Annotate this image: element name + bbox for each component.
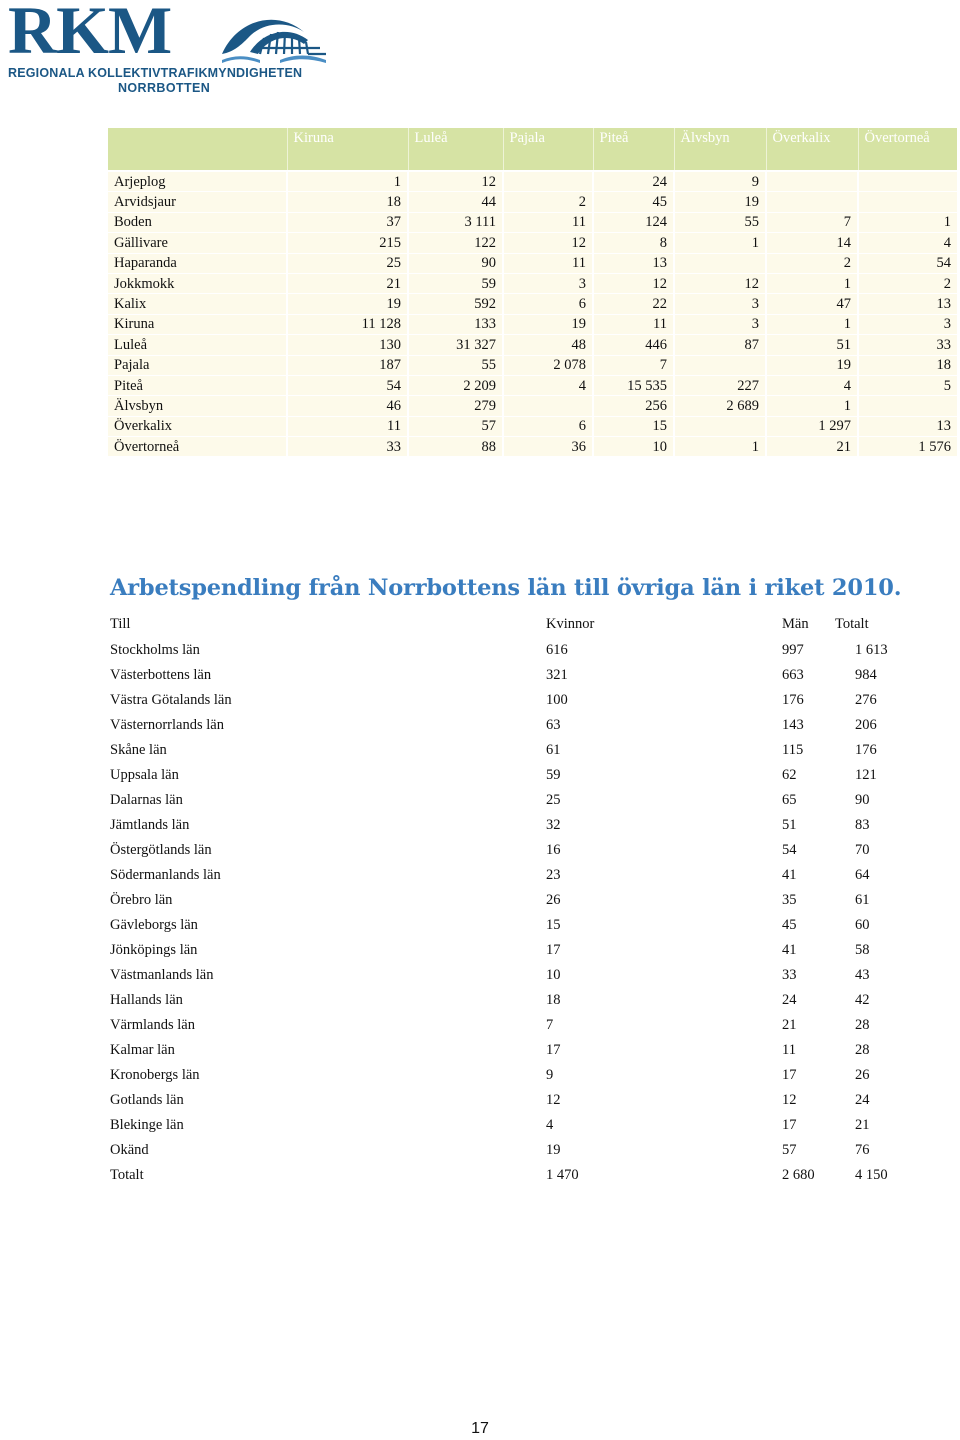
matrix-cell: 19 [766, 355, 858, 375]
matrix-row-label: Övertorneå [108, 437, 287, 457]
county-kvinnor: 17 [546, 1042, 561, 1058]
matrix-cell: 13 [858, 416, 957, 436]
matrix-cell: 6 [503, 294, 593, 314]
matrix-cell: 256 [593, 396, 674, 416]
matrix-cell: 90 [408, 253, 503, 273]
county-row [110, 913, 910, 938]
section-heading: Arbetspendling från Norrbottens län till övriga län i riket 2010. [110, 575, 902, 601]
county-man: 65 [782, 792, 797, 808]
county-name: Skåne län [110, 742, 167, 758]
matrix-cell: 33 [858, 335, 957, 355]
county-row [110, 788, 910, 813]
matrix-cell: 37 [287, 212, 408, 232]
matrix-row [108, 172, 957, 192]
matrix-cell: 54 [858, 253, 957, 273]
matrix-cell: 47 [766, 294, 858, 314]
county-totalt: 76 [855, 1142, 870, 1158]
matrix-cell: 1 [674, 437, 766, 457]
column-header-man: Män [782, 616, 809, 632]
county-totalt: 28 [855, 1017, 870, 1033]
county-name: Blekinge län [110, 1117, 184, 1133]
county-kvinnor: 321 [546, 667, 568, 683]
county-row [110, 688, 910, 713]
county-kvinnor: 32 [546, 817, 561, 833]
matrix-column-header: Älvsbyn [674, 128, 766, 170]
county-row [110, 1013, 910, 1038]
matrix-cell: 31 327 [408, 335, 503, 355]
county-row [110, 888, 910, 913]
county-name: Jämtlands län [110, 817, 190, 833]
matrix-cell: 87 [674, 335, 766, 355]
matrix-cell: 3 111 [408, 212, 503, 232]
county-man: 997 [782, 642, 804, 658]
matrix-cell: 122 [408, 233, 503, 253]
county-man: 24 [782, 992, 797, 1008]
matrix-cell [858, 396, 957, 416]
county-kvinnor: 63 [546, 717, 561, 733]
matrix-cell: 187 [287, 355, 408, 375]
county-row [110, 1138, 910, 1163]
county-man: 41 [782, 942, 797, 958]
matrix-cell: 6 [503, 416, 593, 436]
county-kvinnor: 12 [546, 1092, 561, 1108]
county-name: Uppsala län [110, 767, 179, 783]
column-header-totalt: Totalt [835, 616, 869, 632]
matrix-cell: 15 535 [593, 375, 674, 395]
county-name: Västra Götalands län [110, 692, 232, 708]
county-kvinnor: 10 [546, 967, 561, 983]
matrix-cell: 1 [766, 396, 858, 416]
matrix-cell: 13 [858, 294, 957, 314]
matrix-cell: 12 [593, 273, 674, 293]
matrix-row [108, 192, 957, 212]
county-kvinnor: 100 [546, 692, 568, 708]
matrix-cell: 12 [674, 273, 766, 293]
matrix-cell: 10 [593, 437, 674, 457]
matrix-cell: 133 [408, 314, 503, 334]
matrix-cell: 88 [408, 437, 503, 457]
county-row [110, 763, 910, 788]
matrix-cell: 22 [593, 294, 674, 314]
matrix-cell: 48 [503, 335, 593, 355]
matrix-cell: 19 [287, 294, 408, 314]
county-row [110, 838, 910, 863]
matrix-cell: 8 [593, 233, 674, 253]
county-row [110, 938, 910, 963]
county-row [110, 738, 910, 763]
county-totalt: 276 [855, 692, 877, 708]
matrix-row-label: Piteå [108, 375, 287, 395]
county-man: 143 [782, 717, 804, 733]
county-man: 21 [782, 1017, 797, 1033]
matrix-column-header: Kiruna [287, 128, 408, 170]
county-name: Totalt [110, 1167, 144, 1183]
county-name: Kalmar län [110, 1042, 175, 1058]
county-row [110, 1088, 910, 1113]
matrix-cell: 227 [674, 375, 766, 395]
county-row [110, 1038, 910, 1063]
matrix-cell: 5 [858, 375, 957, 395]
county-kvinnor: 26 [546, 892, 561, 908]
matrix-cell: 14 [766, 233, 858, 253]
county-row [110, 663, 910, 688]
matrix-corner-cell [108, 128, 287, 170]
matrix-cell: 18 [858, 355, 957, 375]
matrix-cell: 19 [503, 314, 593, 334]
matrix-cell: 279 [408, 396, 503, 416]
county-man: 57 [782, 1142, 797, 1158]
county-kvinnor: 7 [546, 1017, 554, 1033]
matrix-row [108, 253, 957, 273]
county-name: Östergötlands län [110, 842, 212, 858]
matrix-column-header: Övertorneå [858, 128, 957, 170]
county-totalt: 21 [855, 1117, 870, 1133]
county-man: 33 [782, 967, 797, 983]
matrix-cell: 36 [503, 437, 593, 457]
matrix-cell: 1 [766, 273, 858, 293]
matrix-cell: 2 078 [503, 355, 593, 375]
matrix-cell: 21 [766, 437, 858, 457]
matrix-cell: 15 [593, 416, 674, 436]
matrix-cell: 11 [503, 212, 593, 232]
matrix-cell: 57 [408, 416, 503, 436]
matrix-row-label: Arvidsjaur [108, 192, 287, 212]
county-name: Hallands län [110, 992, 183, 1008]
matrix-row [108, 233, 957, 253]
county-totalt: 1 613 [855, 642, 888, 658]
county-name: Värmlands län [110, 1017, 195, 1033]
county-kvinnor: 59 [546, 767, 561, 783]
county-man: 12 [782, 1092, 797, 1108]
county-totalt: 60 [855, 917, 870, 933]
matrix-cell [674, 416, 766, 436]
matrix-row [108, 335, 957, 355]
county-totalt: 83 [855, 817, 870, 833]
matrix-row-label: Boden [108, 212, 287, 232]
matrix-cell: 59 [408, 273, 503, 293]
matrix-cell: 11 [593, 314, 674, 334]
matrix-cell: 4 [503, 375, 593, 395]
county-row [110, 1063, 910, 1088]
matrix-cell: 2 [858, 273, 957, 293]
matrix-cell: 1 576 [858, 437, 957, 457]
matrix-cell: 1 [674, 233, 766, 253]
bridge-wave-icon [220, 8, 328, 64]
county-man: 2 680 [782, 1167, 815, 1183]
matrix-cell [766, 192, 858, 212]
county-kvinnor: 616 [546, 642, 568, 658]
county-kvinnor: 9 [546, 1067, 554, 1083]
matrix-cell: 12 [408, 172, 503, 192]
matrix-cell: 9 [674, 172, 766, 192]
county-name: Örebro län [110, 892, 173, 908]
commuting-matrix-table [108, 128, 957, 457]
matrix-row [108, 437, 957, 457]
county-totalt: 984 [855, 667, 877, 683]
county-row [110, 988, 910, 1013]
county-totalt: 70 [855, 842, 870, 858]
matrix-cell: 2 689 [674, 396, 766, 416]
rkm-logo [8, 2, 328, 98]
matrix-row [108, 273, 957, 293]
county-totalt: 28 [855, 1042, 870, 1058]
matrix-row-label: Haparanda [108, 253, 287, 273]
matrix-cell [858, 192, 957, 212]
matrix-row [108, 212, 957, 232]
county-name: Kronobergs län [110, 1067, 200, 1083]
county-totalt: 58 [855, 942, 870, 958]
matrix-cell: 446 [593, 335, 674, 355]
matrix-column-header: Piteå [593, 128, 674, 170]
matrix-row-label: Arjeplog [108, 172, 287, 192]
matrix-cell: 11 [287, 416, 408, 436]
county-totalt: 176 [855, 742, 877, 758]
county-row [110, 1163, 910, 1188]
matrix-cell: 3 [858, 314, 957, 334]
county-name: Okänd [110, 1142, 149, 1158]
matrix-row [108, 375, 957, 395]
matrix-cell: 1 [287, 172, 408, 192]
matrix-cell: 45 [593, 192, 674, 212]
matrix-row-label: Luleå [108, 335, 287, 355]
matrix-cell: 3 [674, 294, 766, 314]
matrix-cell: 18 [287, 192, 408, 212]
county-man: 17 [782, 1067, 797, 1083]
county-man: 663 [782, 667, 804, 683]
county-totalt: 4 150 [855, 1167, 888, 1183]
county-man: 41 [782, 867, 797, 883]
column-header-till: Till [110, 616, 131, 632]
matrix-cell: 3 [674, 314, 766, 334]
matrix-row-label: Gällivare [108, 233, 287, 253]
matrix-cell: 592 [408, 294, 503, 314]
county-name: Västmanlands län [110, 967, 214, 983]
matrix-row [108, 355, 957, 375]
county-totalt: 24 [855, 1092, 870, 1108]
matrix-cell: 1 [766, 314, 858, 334]
county-totalt: 64 [855, 867, 870, 883]
county-kvinnor: 25 [546, 792, 561, 808]
county-row [110, 1113, 910, 1138]
matrix-cell: 3 [503, 273, 593, 293]
matrix-cell: 11 128 [287, 314, 408, 334]
logo-region: NORRBOTTEN [118, 81, 211, 95]
matrix-cell: 13 [593, 253, 674, 273]
matrix-cell: 4 [858, 233, 957, 253]
county-row [110, 963, 910, 988]
page-number: 17 [471, 1420, 489, 1437]
matrix-cell: 124 [593, 212, 674, 232]
county-row [110, 813, 910, 838]
matrix-row-label: Kiruna [108, 314, 287, 334]
matrix-cell: 11 [503, 253, 593, 273]
matrix-column-header: Överkalix [766, 128, 858, 170]
county-man: 115 [782, 742, 804, 758]
matrix-cell [674, 355, 766, 375]
matrix-header-row [108, 128, 957, 170]
matrix-column-header: Pajala [503, 128, 593, 170]
county-header-row [110, 612, 910, 637]
county-name: Södermanlands län [110, 867, 221, 883]
county-kvinnor: 19 [546, 1142, 561, 1158]
county-kvinnor: 1 470 [546, 1167, 579, 1183]
county-kvinnor: 16 [546, 842, 561, 858]
county-name: Gävleborgs län [110, 917, 198, 933]
matrix-cell: 19 [674, 192, 766, 212]
county-totalt: 206 [855, 717, 877, 733]
matrix-cell: 130 [287, 335, 408, 355]
matrix-cell: 2 209 [408, 375, 503, 395]
matrix-cell: 51 [766, 335, 858, 355]
county-kvinnor: 17 [546, 942, 561, 958]
column-header-kvinnor: Kvinnor [546, 616, 595, 632]
matrix-row-label: Pajala [108, 355, 287, 375]
county-name: Stockholms län [110, 642, 200, 658]
matrix-row-label: Jokkmokk [108, 273, 287, 293]
matrix-cell [858, 172, 957, 192]
matrix-cell: 1 297 [766, 416, 858, 436]
matrix-cell: 1 [858, 212, 957, 232]
matrix-cell: 12 [503, 233, 593, 253]
matrix-cell: 44 [408, 192, 503, 212]
county-totalt: 43 [855, 967, 870, 983]
matrix-cell: 21 [287, 273, 408, 293]
matrix-cell: 4 [766, 375, 858, 395]
matrix-cell: 215 [287, 233, 408, 253]
matrix-row [108, 416, 957, 436]
matrix-column-header: Luleå [408, 128, 503, 170]
county-commuting-table [110, 612, 910, 1188]
matrix-cell: 55 [408, 355, 503, 375]
matrix-cell: 24 [593, 172, 674, 192]
county-man: 11 [782, 1042, 796, 1058]
matrix-row-label: Älvsbyn [108, 396, 287, 416]
matrix-cell: 7 [593, 355, 674, 375]
county-totalt: 42 [855, 992, 870, 1008]
county-name: Gotlands län [110, 1092, 184, 1108]
matrix-cell [674, 253, 766, 273]
matrix-row-label: Överkalix [108, 416, 287, 436]
county-kvinnor: 23 [546, 867, 561, 883]
county-totalt: 90 [855, 792, 870, 808]
county-kvinnor: 4 [546, 1117, 554, 1133]
matrix-cell: 46 [287, 396, 408, 416]
matrix-row [108, 294, 957, 314]
county-man: 54 [782, 842, 797, 858]
matrix-cell: 54 [287, 375, 408, 395]
county-name: Västernorrlands län [110, 717, 224, 733]
county-man: 45 [782, 917, 797, 933]
county-man: 17 [782, 1117, 797, 1133]
matrix-cell: 25 [287, 253, 408, 273]
county-man: 35 [782, 892, 797, 908]
matrix-cell [503, 396, 593, 416]
matrix-cell [766, 172, 858, 192]
county-totalt: 121 [855, 767, 877, 783]
matrix-row-label: Kalix [108, 294, 287, 314]
matrix-cell [503, 172, 593, 192]
logo-tagline: REGIONALA KOLLEKTIVTRAFIKMYNDIGHETEN [8, 66, 303, 80]
county-name: Jönköpings län [110, 942, 198, 958]
county-man: 62 [782, 767, 797, 783]
matrix-row [108, 314, 957, 334]
logo-wordmark: RKM [8, 0, 172, 68]
county-man: 51 [782, 817, 797, 833]
county-totalt: 61 [855, 892, 870, 908]
county-name: Västerbottens län [110, 667, 212, 683]
matrix-cell: 2 [766, 253, 858, 273]
matrix-cell: 2 [503, 192, 593, 212]
matrix-row [108, 396, 957, 416]
matrix-cell: 7 [766, 212, 858, 232]
county-kvinnor: 61 [546, 742, 561, 758]
county-name: Dalarnas län [110, 792, 183, 808]
matrix-cell: 55 [674, 212, 766, 232]
county-kvinnor: 15 [546, 917, 561, 933]
county-row [110, 638, 910, 663]
matrix-cell: 33 [287, 437, 408, 457]
county-row [110, 713, 910, 738]
county-totalt: 26 [855, 1067, 870, 1083]
county-man: 176 [782, 692, 804, 708]
county-kvinnor: 18 [546, 992, 561, 1008]
county-row [110, 863, 910, 888]
